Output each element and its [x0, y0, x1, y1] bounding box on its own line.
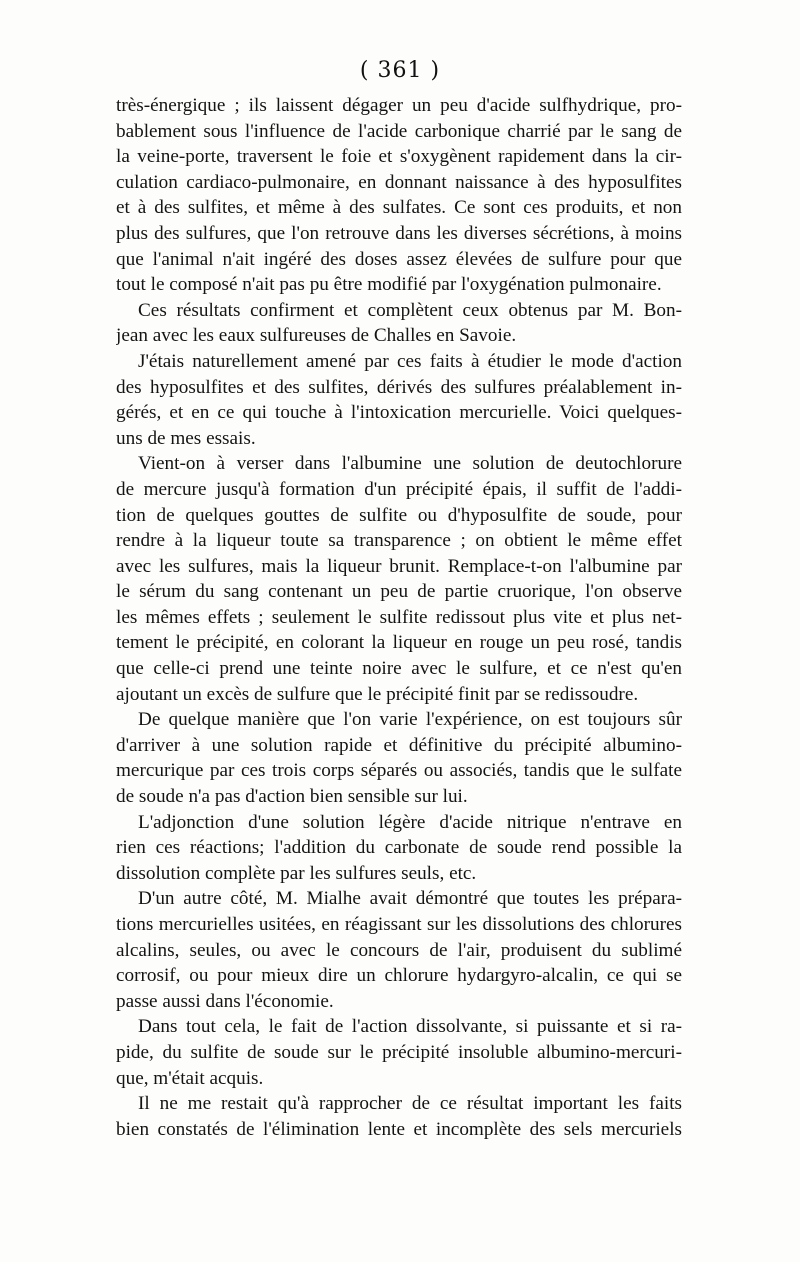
text-line: dissolution complète par les sulfures seuls, etc.: [116, 862, 477, 884]
text-line: passe aussi dans l'économie.: [116, 990, 334, 1012]
text-line: d'arriver à une solution rapide et définitive du précipité albumino-: [116, 734, 682, 756]
text-line: des hyposulfites et des sulfites, dérivés des sulfures préalablement in-: [116, 376, 682, 398]
text-line: tion de quelques gouttes de sulfite ou d'hyposulfite de soude, pour: [116, 504, 682, 526]
text-line: J'étais naturellement amené par ces faits à étudier le mode d'action: [138, 350, 682, 372]
text-line: plus des sulfures, que l'on retrouve dans les diverses sécrétions, à moins: [116, 222, 682, 244]
text-line: la veine-porte, traversent le foie et s'oxygènent rapidement dans la cir-: [116, 146, 682, 168]
text-line: que, m'était acquis.: [116, 1067, 264, 1089]
text-line: Dans tout cela, le fait de l'action dissolvante, si puissante et si ra-: [138, 1016, 682, 1038]
text-line: jean avec les eaux sulfureuses de Challes en Savoie.: [116, 325, 517, 347]
text-line: uns de mes essais.: [116, 427, 256, 449]
paragraph: [116, 298, 682, 349]
paragraph: [116, 886, 682, 1014]
text-line: Vient-on à verser dans l'albumine une solution de deutochlorure: [138, 453, 682, 475]
text-line: de soude n'a pas d'action bien sensible sur lui.: [116, 786, 468, 808]
text-line: et à des sulfites, et même à des sulfates. Ce sont ces produits, et non: [116, 197, 682, 219]
paragraph: [116, 1091, 682, 1142]
text-line: les mêmes effets ; seulement le sulfite redissout plus vite et plus net-: [116, 606, 682, 628]
paragraph: [116, 349, 682, 451]
text-line: alcalins, seules, ou avec le concours de l'air, produisent du sublimé: [116, 939, 682, 961]
text-line: tout le composé n'ait pas pu être modifié par l'oxygénation pulmonaire.: [116, 274, 662, 296]
text-line: pide, du sulfite de soude sur le précipité insoluble albumino-mercuri-: [116, 1041, 682, 1063]
paragraph: [116, 93, 682, 298]
text-line: avec les sulfures, mais la liqueur brunit. Remplace-t-on l'albumine par: [116, 555, 682, 577]
paragraph: [116, 810, 682, 887]
page-number: ( 361 ): [359, 58, 441, 83]
text-line: culation cardiaco-pulmonaire, en donnant naissance à des hyposulfites: [116, 171, 682, 193]
paragraph: [116, 1014, 682, 1091]
text-line: tions mercurielles usitées, en réagissant sur les dissolutions des chlorures: [116, 914, 682, 935]
text-line: De quelque manière que l'on varie l'expérience, on est toujours sûr: [138, 709, 682, 731]
text-line: rendre à la liqueur toute sa transparence ; on obtient le même effet: [116, 530, 682, 552]
text-line: corrosif, ou pour mieux dire un chlorure hydargyro-alcalin, ce qui se: [116, 965, 682, 987]
text-line: L'adjonction d'une solution légère d'acide nitrique n'entrave en: [138, 811, 682, 833]
text-line: Il ne me restait qu'à rapprocher de ce résultat important les faits: [138, 1093, 682, 1115]
paragraph: [116, 451, 682, 707]
text-line: bablement sous l'influence de l'acide carbonique charrié par le sang de: [116, 120, 682, 142]
text-line: que celle-ci prend une teinte noire avec le sulfure, et ce n'est qu'en: [116, 658, 682, 680]
text-line: gérés, et en ce qui touche à l'intoxication mercurielle. Voici quelques-: [116, 402, 682, 424]
text-line: de mercure jusqu'à formation d'un précipité épais, il suffit de l'addi-: [116, 478, 682, 500]
body-text: [116, 93, 682, 1142]
text-line: tement le précipité, en colorant la liqueur en rouge un peu rosé, tandis: [116, 632, 682, 654]
text-line: mercurique par ces trois corps séparés ou associés, tandis que le sulfate: [116, 760, 682, 782]
text-line: D'un autre côté, M. Mialhe avait démontré que toutes les prépara-: [138, 888, 682, 910]
text-line: bien constatés de l'élimination lente et incomplète des sels mercuriels: [116, 1118, 682, 1140]
text-line: très-énergique ; ils laissent dégager un peu d'acide sulfhydrique, pro-: [116, 95, 682, 116]
text-line: le sérum du sang contenant un peu de partie cruorique, l'on observe: [116, 581, 682, 603]
paragraph: [116, 707, 682, 809]
text-line: que l'animal n'ait ingéré des doses assez élevées de sulfure pour que: [116, 248, 682, 270]
text-line: rien ces réactions; l'addition du carbonate de soude rend possible la: [116, 837, 682, 859]
text-line: ajoutant un excès de sulfure que le précipité finit par se redissoudre.: [116, 683, 639, 705]
text-line: Ces résultats confirment et complètent ceux obtenus par M. Bon-: [138, 299, 682, 321]
